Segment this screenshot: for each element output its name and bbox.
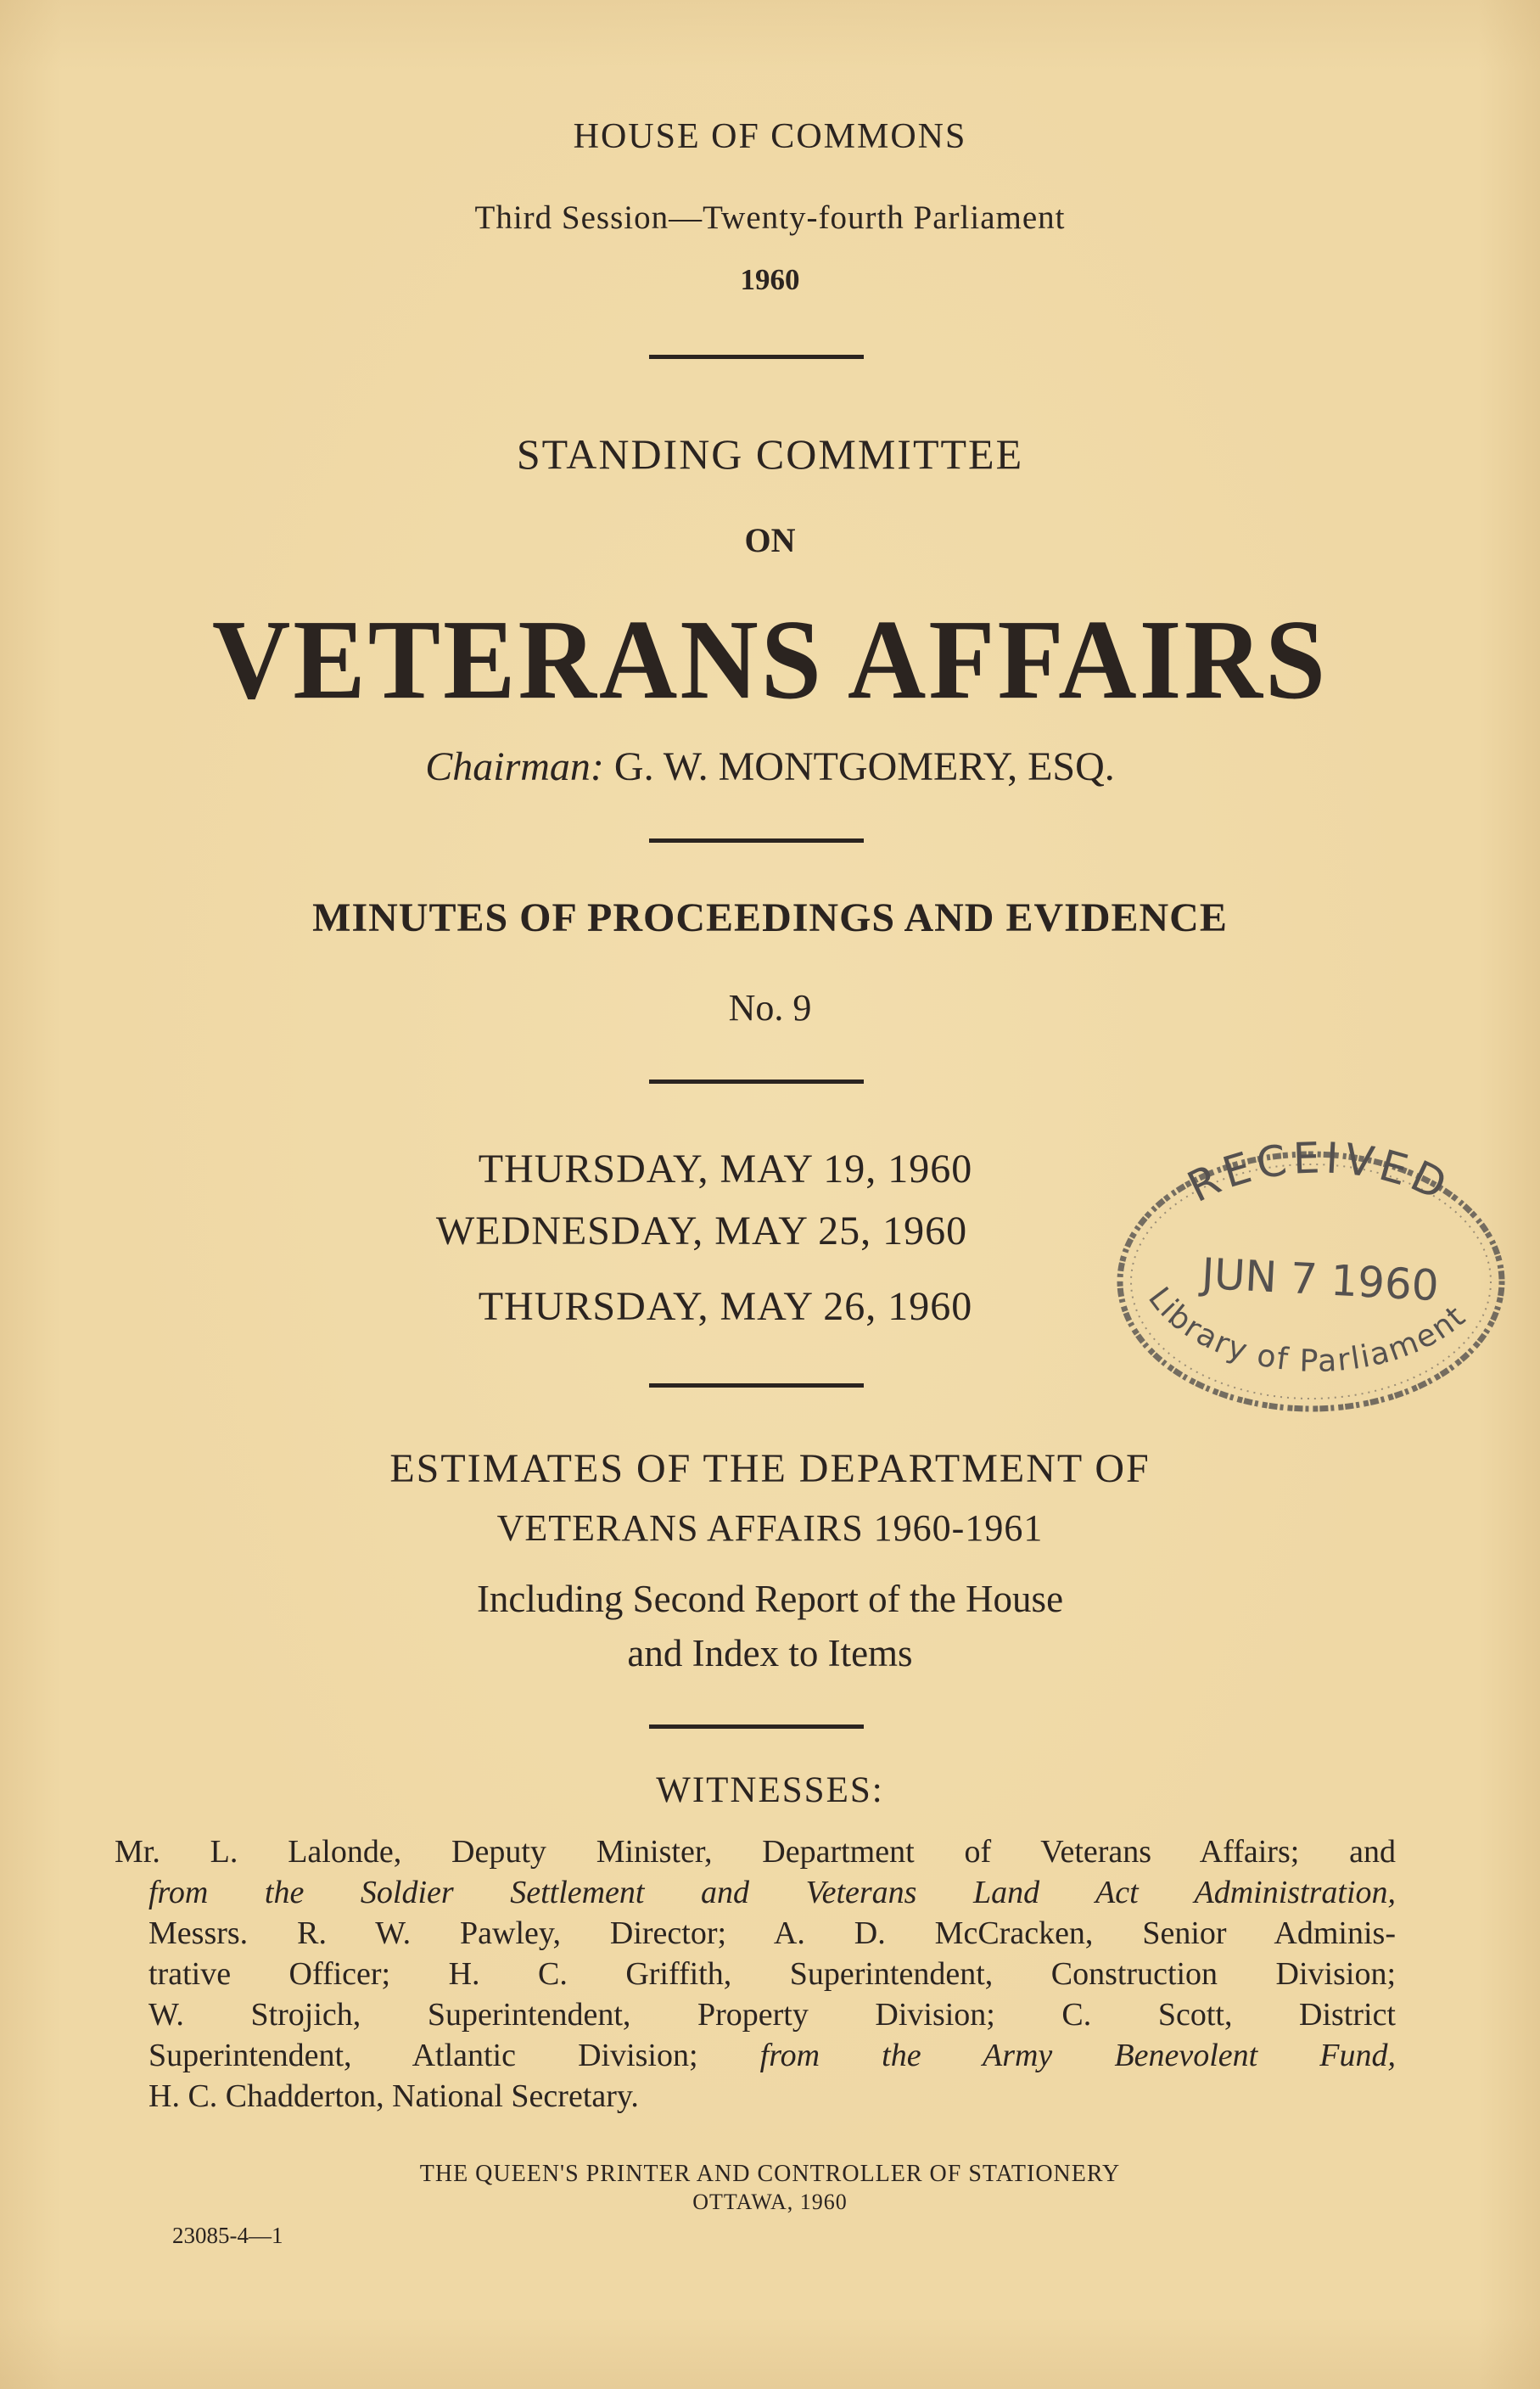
- witness-line: H. C. Chadderton, National Secretary.: [148, 2078, 639, 2114]
- minutes-heading: MINUTES OF PROCEEDINGS AND EVIDENCE: [312, 895, 1228, 940]
- estimates-subtitle: and Index to Items: [627, 1632, 913, 1674]
- stamp-bottom-text: Library of Parliament: [1141, 1281, 1474, 1380]
- chairman-line: [0, 743, 1540, 790]
- witness-text: Superintendent, Atlantic Division;: [148, 2038, 698, 2073]
- witness-line: [148, 2035, 1396, 2077]
- on-heading: ON: [744, 521, 796, 559]
- divider-rule: [649, 355, 864, 359]
- witness-affiliation: from the Soldier Settlement and Veterans Land Act Administration,: [148, 1875, 1396, 1910]
- divider-rule: [649, 838, 864, 843]
- house-heading: HOUSE OF COMMONS: [573, 117, 967, 156]
- issue-number: No. 9: [728, 987, 812, 1029]
- meeting-date: WEDNESDAY, MAY 25, 1960: [435, 1209, 968, 1253]
- printer-line: THE QUEEN'S PRINTER AND CONTROLLER OF STATIONERY: [419, 2161, 1121, 2187]
- document-code: 23085-4—1: [172, 2223, 283, 2248]
- witnesses-heading: WITNESSES:: [656, 1770, 884, 1810]
- witness-line: W. Strojich, Superintendent, Property Division; C. Scott, District: [148, 1997, 1396, 2033]
- publication-city: OTTAWA, 1960: [692, 2190, 848, 2214]
- received-stamp: [1103, 1124, 1519, 1430]
- witness-affiliation: from the Army Benevolent Fund,: [759, 2038, 1396, 2073]
- chairman-name: G. W. MONTGOMERY, ESQ.: [613, 744, 1115, 789]
- standing-committee-heading: STANDING COMMITTEE: [516, 430, 1024, 478]
- estimates-subtitle: Including Second Report of the House: [476, 1578, 1064, 1620]
- estimates-line: ESTIMATES OF THE DEPARTMENT OF: [389, 1446, 1151, 1491]
- divider-rule: [649, 1724, 864, 1729]
- divider-rule: [649, 1383, 864, 1388]
- session-year: 1960: [740, 263, 800, 296]
- witness-line: Mr. L. Lalonde, Deputy Minister, Department of Veterans Affairs; and: [115, 1834, 1396, 1870]
- committee-title: VETERANS AFFAIRS: [211, 596, 1329, 723]
- stamp-top-text: RECEIVED: [1179, 1133, 1459, 1213]
- chairman-label: Chairman:: [425, 744, 604, 789]
- witness-line: [148, 1872, 1396, 1914]
- meeting-date: THURSDAY, MAY 19, 1960: [478, 1147, 973, 1192]
- session-line: Third Session—Twenty-fourth Parliament: [474, 199, 1066, 236]
- witness-line: trative Officer; H. C. Griffith, Superintendent, Construction Division;: [148, 1956, 1396, 1992]
- stamp-date: JUN 7 1960: [1200, 1248, 1441, 1311]
- witness-line: Messrs. R. W. Pawley, Director; A. D. McCracken, Senior Adminis-: [148, 1915, 1396, 1951]
- estimates-line: VETERANS AFFAIRS 1960-1961: [496, 1507, 1044, 1549]
- divider-rule: [649, 1080, 864, 1084]
- meeting-date: THURSDAY, MAY 26, 1960: [478, 1284, 973, 1329]
